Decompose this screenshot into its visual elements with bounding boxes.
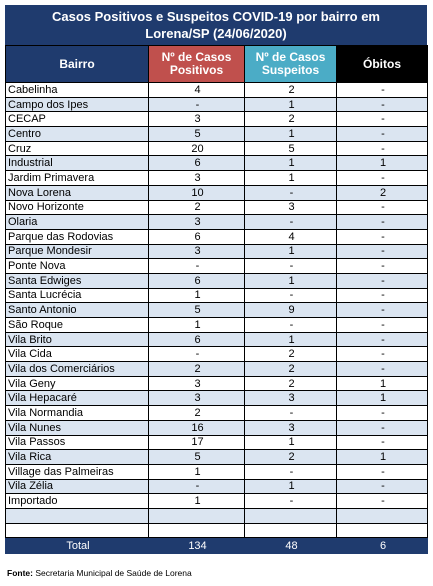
cell-bairro: Cruz [6,141,149,156]
cell-positivos: 3 [149,112,245,127]
cell-positivos: - [149,97,245,112]
cell-obitos: - [337,303,428,318]
cell-obitos: - [337,347,428,362]
table-row [6,200,428,215]
table-row [6,83,428,98]
cell-obitos: - [337,479,428,494]
cell-suspeitos: 1 [245,127,337,142]
cell-obitos: 1 [337,376,428,391]
table-row [6,464,428,479]
cell-obitos: - [337,464,428,479]
cell-obitos: - [337,171,428,186]
table-row [6,362,428,377]
cell-positivos: 17 [149,435,245,450]
cell-bairro: Santa Edwiges [6,273,149,288]
cell-suspeitos: 1 [245,273,337,288]
blank-cell [245,508,337,523]
table-row [6,127,428,142]
total-label: Total [6,538,149,554]
cell-positivos: 5 [149,303,245,318]
cell-bairro: Vila dos Comerciários [6,362,149,377]
cell-obitos: 2 [337,185,428,200]
cell-suspeitos: 1 [245,171,337,186]
cell-obitos: - [337,362,428,377]
cell-positivos: 2 [149,200,245,215]
cell-positivos: 1 [149,494,245,509]
table-row [6,450,428,465]
blank-row [6,508,428,523]
cell-obitos: - [337,406,428,421]
cell-suspeitos: 4 [245,229,337,244]
cell-bairro: Vila Passos [6,435,149,450]
blank-cell [149,508,245,523]
table-row [6,156,428,171]
cell-suspeitos: 1 [245,435,337,450]
cell-bairro: Vila Brito [6,332,149,347]
cell-obitos: - [337,112,428,127]
cell-bairro: Parque Mondesir [6,244,149,259]
cell-bairro: Vila Cida [6,347,149,362]
cell-suspeitos: - [245,318,337,333]
cell-bairro: Vila Geny [6,376,149,391]
blank-cell [337,523,428,538]
table-row [6,141,428,156]
cell-positivos: 5 [149,127,245,142]
cell-bairro: Parque das Rodovias [6,229,149,244]
total-positivos: 134 [149,538,245,554]
table-row [6,259,428,274]
cell-suspeitos: - [245,215,337,230]
cases-table [5,45,428,554]
cell-bairro: Campo dos Ipes [6,97,149,112]
source-label: Fonte: [7,568,33,578]
blank-cell [6,523,149,538]
table-row [6,494,428,509]
table-row [6,479,428,494]
cell-bairro: Vila Zélia [6,479,149,494]
cell-positivos: 3 [149,171,245,186]
cell-positivos: 2 [149,406,245,421]
cell-suspeitos: 1 [245,332,337,347]
cell-suspeitos: 3 [245,420,337,435]
cell-positivos: 16 [149,420,245,435]
total-obitos: 6 [337,538,428,554]
cell-bairro: Ponte Nova [6,259,149,274]
table-row [6,406,428,421]
cell-bairro: Centro [6,127,149,142]
table-row [6,376,428,391]
table-row [6,435,428,450]
cell-obitos: - [337,229,428,244]
cell-suspeitos: 2 [245,83,337,98]
cell-obitos: - [337,200,428,215]
cell-bairro: Santa Lucrécia [6,288,149,303]
table-row [6,347,428,362]
cell-bairro: Cabelinha [6,83,149,98]
cell-suspeitos: - [245,464,337,479]
cell-positivos: 1 [149,288,245,303]
table-title [5,5,427,45]
cell-bairro: Olaria [6,215,149,230]
table-row [6,288,428,303]
table-row [6,215,428,230]
table-row [6,318,428,333]
header-bairro: Bairro [6,46,149,83]
source-text: Secretaria Municipal de Saúde de Lorena [32,568,192,578]
cell-positivos: 3 [149,244,245,259]
cell-positivos: 3 [149,391,245,406]
blank-row [6,523,428,538]
cell-suspeitos: - [245,288,337,303]
cell-suspeitos: 2 [245,450,337,465]
cell-bairro: Nova Lorena [6,185,149,200]
table-row [6,332,428,347]
cell-positivos: 10 [149,185,245,200]
cell-bairro: Vila Normandia [6,406,149,421]
table-row [6,273,428,288]
cell-bairro: Vila Rica [6,450,149,465]
cell-bairro: Industrial [6,156,149,171]
cell-positivos: - [149,347,245,362]
table-row [6,112,428,127]
cell-suspeitos: - [245,406,337,421]
cell-suspeitos: 2 [245,347,337,362]
cell-suspeitos: 5 [245,141,337,156]
cell-suspeitos: 2 [245,362,337,377]
cell-positivos: 6 [149,229,245,244]
table-row [6,229,428,244]
cell-positivos: 4 [149,83,245,98]
cell-obitos: - [337,83,428,98]
cell-positivos: 6 [149,332,245,347]
cell-positivos: 20 [149,141,245,156]
cell-bairro: Vila Hepacaré [6,391,149,406]
cell-bairro: São Roque [6,318,149,333]
cell-obitos: - [337,273,428,288]
cell-bairro: Village das Palmeiras [6,464,149,479]
total-suspeitos: 48 [245,538,337,554]
cell-suspeitos: 1 [245,97,337,112]
cell-obitos: - [337,420,428,435]
header-positivos: Nº de Casos Positivos [149,46,245,83]
cell-obitos: - [337,318,428,333]
cell-suspeitos: 1 [245,156,337,171]
cell-bairro: Jardim Primavera [6,171,149,186]
cell-suspeitos: 1 [245,479,337,494]
table-row [6,391,428,406]
cell-positivos: 1 [149,464,245,479]
table-row [6,185,428,200]
cell-suspeitos: - [245,494,337,509]
table-title-line-1: Casos Positivos e Suspeitos COVID-19 por bairro em [52,9,380,24]
cell-obitos: - [337,494,428,509]
table-row [6,171,428,186]
header-suspeitos: Nº de Casos Suspeitos [245,46,337,83]
source-note [7,568,192,578]
table-row [6,244,428,259]
table-title-line-2: Lorena/SP (24/06/2020) [145,26,287,41]
cell-obitos: - [337,332,428,347]
total-row [6,538,428,554]
cell-obitos: - [337,288,428,303]
cell-bairro: Novo Horizonte [6,200,149,215]
cell-positivos: 1 [149,318,245,333]
cell-positivos: 6 [149,273,245,288]
blank-cell [6,508,149,523]
cell-bairro: CECAP [6,112,149,127]
table-row [6,303,428,318]
cell-obitos: 1 [337,156,428,171]
cell-suspeitos: 2 [245,112,337,127]
cell-positivos: 2 [149,362,245,377]
blank-cell [337,508,428,523]
blank-cell [245,523,337,538]
cell-obitos: 1 [337,391,428,406]
cell-obitos: - [337,259,428,274]
cell-positivos: 6 [149,156,245,171]
cell-suspeitos: 9 [245,303,337,318]
cell-obitos: - [337,127,428,142]
cell-obitos: - [337,435,428,450]
cell-suspeitos: - [245,185,337,200]
cell-obitos: 1 [337,450,428,465]
cell-suspeitos: 3 [245,391,337,406]
cell-positivos: 3 [149,376,245,391]
header-obitos: Óbitos [337,46,428,83]
header-row [6,46,428,83]
cell-obitos: - [337,97,428,112]
cell-suspeitos: - [245,259,337,274]
cell-positivos: - [149,259,245,274]
cell-positivos: - [149,479,245,494]
cell-suspeitos: 1 [245,244,337,259]
covid-table-sheet [5,5,427,554]
cell-suspeitos: 2 [245,376,337,391]
cell-bairro: Vila Nunes [6,420,149,435]
cell-obitos: - [337,141,428,156]
cell-obitos: - [337,215,428,230]
cell-bairro: Importado [6,494,149,509]
table-body [6,83,428,554]
table-row [6,97,428,112]
table-row [6,420,428,435]
cell-bairro: Santo Antonio [6,303,149,318]
cell-suspeitos: 3 [245,200,337,215]
cell-positivos: 5 [149,450,245,465]
cell-obitos: - [337,244,428,259]
blank-cell [149,523,245,538]
cell-positivos: 3 [149,215,245,230]
